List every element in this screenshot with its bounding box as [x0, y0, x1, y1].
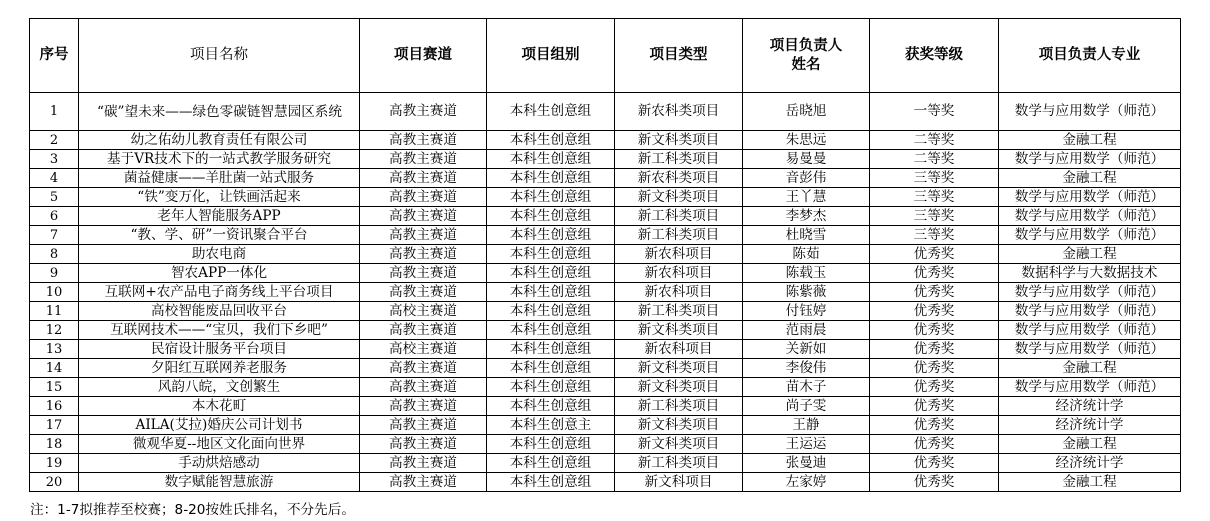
project-name-cell: 手动烘焙感动: [79, 454, 360, 473]
major-cell: 数据科学与大数据技术: [999, 264, 1181, 283]
major-cell: 数学与应用数学（师范）: [999, 283, 1181, 302]
group-cell: 本科生创意组: [487, 397, 615, 416]
project-name-cell: AILA(艾拉)婚庆公司计划书: [79, 416, 360, 435]
type-cell: 新农科项目: [615, 245, 743, 264]
track-cell: 高教主赛道: [360, 150, 487, 169]
table-row: [30, 226, 1181, 245]
table-row: [30, 93, 1181, 131]
leader-cell: 苗木子: [743, 378, 870, 397]
major-cell: 数学与应用数学（师范）: [999, 378, 1181, 397]
leader-cell: 王运运: [743, 435, 870, 454]
track-cell: 高校主赛道: [360, 340, 487, 359]
row-number-cell: 14: [30, 359, 79, 378]
row-number-cell: 7: [30, 226, 79, 245]
major-cell: 数学与应用数学（师范）: [999, 340, 1181, 359]
project-name-cell: 微观华夏--地区文化面向世界: [79, 435, 360, 454]
project-name-cell: 数字赋能智慧旅游: [79, 473, 360, 492]
header-row: [30, 19, 1181, 93]
major-cell: 金融工程: [999, 473, 1181, 492]
leader-cell: 陈载玉: [743, 264, 870, 283]
track-cell: 高教主赛道: [360, 188, 487, 207]
group-cell: 本科生创意组: [487, 207, 615, 226]
group-cell: 本科生创意组: [487, 131, 615, 150]
award-cell: 优秀奖: [870, 340, 999, 359]
project-name-cell: 智农APP一体化: [79, 264, 360, 283]
row-number-cell: 12: [30, 321, 79, 340]
group-cell: 本科生创意组: [487, 188, 615, 207]
type-cell: 新文科类项目: [615, 131, 743, 150]
track-cell: 高教主赛道: [360, 283, 487, 302]
row-number-cell: 2: [30, 131, 79, 150]
table-row: [30, 131, 1181, 150]
header-type: 项目类型: [615, 19, 743, 93]
track-cell: 高教主赛道: [360, 321, 487, 340]
type-cell: 新农科项目: [615, 264, 743, 283]
row-number-cell: 20: [30, 473, 79, 492]
project-name-cell: “教、学、研”一资讯聚合平台: [79, 226, 360, 245]
project-name-cell: 民宿设计服务平台项目: [79, 340, 360, 359]
award-cell: 三等奖: [870, 226, 999, 245]
leader-cell: 王丫慧: [743, 188, 870, 207]
type-cell: 新文科类项目: [615, 435, 743, 454]
track-cell: 高教主赛道: [360, 169, 487, 188]
group-cell: 本科生创意组: [487, 302, 615, 321]
award-cell: 三等奖: [870, 188, 999, 207]
leader-cell: 杜晓雪: [743, 226, 870, 245]
row-number-cell: 9: [30, 264, 79, 283]
track-cell: 高教主赛道: [360, 226, 487, 245]
award-cell: 优秀奖: [870, 435, 999, 454]
type-cell: 新文科类项目: [615, 359, 743, 378]
table-body: [30, 93, 1181, 492]
leader-cell: 岳晓旭: [743, 93, 870, 131]
type-cell: 新工科类项目: [615, 302, 743, 321]
group-cell: 本科生创意组: [487, 93, 615, 131]
group-cell: 本科生创意组: [487, 321, 615, 340]
leader-cell: 尚子雯: [743, 397, 870, 416]
table-row: [30, 378, 1181, 397]
row-number-cell: 11: [30, 302, 79, 321]
leader-cell: 王静: [743, 416, 870, 435]
row-number-cell: 6: [30, 207, 79, 226]
major-cell: 金融工程: [999, 131, 1181, 150]
header-track: 项目赛道: [360, 19, 487, 93]
group-cell: 本科生创意组: [487, 245, 615, 264]
type-cell: 新农科项目: [615, 283, 743, 302]
award-cell: 优秀奖: [870, 245, 999, 264]
project-name-cell: 风韵八皖，文创繁生: [79, 378, 360, 397]
group-cell: 本科生创意组: [487, 150, 615, 169]
table-row: [30, 283, 1181, 302]
type-cell: 新文科类项目: [615, 416, 743, 435]
leader-cell: 李俊伟: [743, 359, 870, 378]
award-cell: 优秀奖: [870, 283, 999, 302]
type-cell: 新文科类项目: [615, 321, 743, 340]
major-cell: 数学与应用数学（师范）: [999, 150, 1181, 169]
row-number-cell: 18: [30, 435, 79, 454]
header-no: 序号: [30, 19, 79, 93]
track-cell: 高教主赛道: [360, 454, 487, 473]
row-number-cell: 4: [30, 169, 79, 188]
table-row: [30, 245, 1181, 264]
project-name-cell: “碳”望未来——绿色零碳链智慧园区系统: [79, 93, 360, 131]
major-cell: 数学与应用数学（师范）: [999, 321, 1181, 340]
leader-cell: 付钰婷: [743, 302, 870, 321]
project-name-cell: 助农电商: [79, 245, 360, 264]
major-cell: 金融工程: [999, 245, 1181, 264]
project-name-cell: 老年人智能服务APP: [79, 207, 360, 226]
leader-cell: 易曼曼: [743, 150, 870, 169]
group-cell: 本科生创意组: [487, 378, 615, 397]
major-cell: 金融工程: [999, 359, 1181, 378]
row-number-cell: 13: [30, 340, 79, 359]
project-name-cell: 互联网+农产品电子商务线上平台项目: [79, 283, 360, 302]
award-cell: 优秀奖: [870, 321, 999, 340]
row-number-cell: 10: [30, 283, 79, 302]
type-cell: 新文科类项目: [615, 188, 743, 207]
project-name-cell: 菌益健康——羊肚菌一站式服务: [79, 169, 360, 188]
table-row: [30, 473, 1181, 492]
footnote: 注：1-7拟推荐至校赛；8-20按姓氏排名，不分先后。: [30, 502, 355, 518]
award-cell: 优秀奖: [870, 264, 999, 283]
project-name-cell: 基于VR技术下的一站式教学服务研究: [79, 150, 360, 169]
award-cell: 优秀奖: [870, 359, 999, 378]
leader-cell: 张曼迪: [743, 454, 870, 473]
track-cell: 高教主赛道: [360, 207, 487, 226]
table-row: [30, 207, 1181, 226]
table-row: [30, 302, 1181, 321]
group-cell: 本科生创意组: [487, 264, 615, 283]
header-award: 获奖等级: [870, 19, 999, 93]
type-cell: 新工科类项目: [615, 226, 743, 245]
leader-cell: 朱思远: [743, 131, 870, 150]
project-name-cell: 幼之佑幼儿教育责任有限公司: [79, 131, 360, 150]
table-row: [30, 397, 1181, 416]
group-cell: 本科生创意组: [487, 340, 615, 359]
track-cell: 高教主赛道: [360, 264, 487, 283]
table-row: [30, 321, 1181, 340]
track-cell: 高教主赛道: [360, 131, 487, 150]
leader-cell: 音彭伟: [743, 169, 870, 188]
type-cell: 新文科类项目: [615, 378, 743, 397]
project-name-cell: 本木花町: [79, 397, 360, 416]
row-number-cell: 17: [30, 416, 79, 435]
track-cell: 高教主赛道: [360, 416, 487, 435]
type-cell: 新工科类项目: [615, 397, 743, 416]
award-cell: 优秀奖: [870, 416, 999, 435]
track-cell: 高教主赛道: [360, 245, 487, 264]
row-number-cell: 16: [30, 397, 79, 416]
award-cell: 优秀奖: [870, 302, 999, 321]
track-cell: 高校主赛道: [360, 302, 487, 321]
track-cell: 高教主赛道: [360, 378, 487, 397]
leader-cell: 陈茹: [743, 245, 870, 264]
award-cell: 一等奖: [870, 93, 999, 131]
major-cell: 数学与应用数学（师范）: [999, 93, 1181, 131]
type-cell: 新工科类项目: [615, 207, 743, 226]
leader-cell: 左家婷: [743, 473, 870, 492]
major-cell: 数学与应用数学（师范）: [999, 207, 1181, 226]
table-row: [30, 340, 1181, 359]
header-group: 项目组别: [487, 19, 615, 93]
track-cell: 高教主赛道: [360, 435, 487, 454]
table-row: [30, 169, 1181, 188]
row-number-cell: 8: [30, 245, 79, 264]
header-major: 项目负责人专业: [999, 19, 1181, 93]
group-cell: 本科生创意组: [487, 454, 615, 473]
award-cell: 二等奖: [870, 131, 999, 150]
major-cell: 经济统计学: [999, 416, 1181, 435]
header-project-name: 项目名称: [79, 19, 360, 93]
award-cell: 优秀奖: [870, 454, 999, 473]
header-leader-text: 项目负责人姓名: [769, 37, 843, 73]
major-cell: 金融工程: [999, 435, 1181, 454]
project-name-cell: “铁”变万化，让铁画活起来: [79, 188, 360, 207]
track-cell: 高教主赛道: [360, 397, 487, 416]
award-cell: 优秀奖: [870, 473, 999, 492]
award-cell: 三等奖: [870, 207, 999, 226]
project-name-cell: 高校智能废品回收平台: [79, 302, 360, 321]
group-cell: 本科生创意主: [487, 416, 615, 435]
track-cell: 高教主赛道: [360, 359, 487, 378]
leader-cell: 范雨晨: [743, 321, 870, 340]
type-cell: 新文科项目: [615, 473, 743, 492]
major-cell: 经济统计学: [999, 397, 1181, 416]
project-name-cell: 互联网技术——“宝贝，我们下乡吧”: [79, 321, 360, 340]
table-row: [30, 150, 1181, 169]
group-cell: 本科生创意组: [487, 473, 615, 492]
table-row: [30, 435, 1181, 454]
row-number-cell: 15: [30, 378, 79, 397]
group-cell: 本科生创意组: [487, 283, 615, 302]
track-cell: 高教主赛道: [360, 93, 487, 131]
row-number-cell: 3: [30, 150, 79, 169]
table-row: [30, 454, 1181, 473]
major-cell: 金融工程: [999, 169, 1181, 188]
leader-cell: 陈紫薇: [743, 283, 870, 302]
major-cell: 经济统计学: [999, 454, 1181, 473]
leader-cell: 关新如: [743, 340, 870, 359]
group-cell: 本科生创意组: [487, 169, 615, 188]
major-cell: 数学与应用数学（师范）: [999, 188, 1181, 207]
row-number-cell: 19: [30, 454, 79, 473]
type-cell: 新工科类项目: [615, 454, 743, 473]
major-cell: 数学与应用数学（师范）: [999, 302, 1181, 321]
type-cell: 新农科类项目: [615, 169, 743, 188]
track-cell: 高教主赛道: [360, 473, 487, 492]
header-leader: [743, 19, 870, 93]
leader-cell: 李梦杰: [743, 207, 870, 226]
table-row: [30, 188, 1181, 207]
award-cell: 二等奖: [870, 150, 999, 169]
major-cell: 数学与应用数学（师范）: [999, 226, 1181, 245]
award-cell: 优秀奖: [870, 397, 999, 416]
type-cell: 新农科类项目: [615, 93, 743, 131]
group-cell: 本科生创意组: [487, 359, 615, 378]
award-cell: 三等奖: [870, 169, 999, 188]
award-cell: 优秀奖: [870, 378, 999, 397]
row-number-cell: 1: [30, 93, 79, 131]
type-cell: 新工科类项目: [615, 150, 743, 169]
table-row: [30, 359, 1181, 378]
table-row: [30, 416, 1181, 435]
row-number-cell: 5: [30, 188, 79, 207]
group-cell: 本科生创意组: [487, 435, 615, 454]
project-name-cell: 夕阳红互联网养老服务: [79, 359, 360, 378]
table-row: [30, 264, 1181, 283]
group-cell: 本科生创意组: [487, 226, 615, 245]
type-cell: 新农科项目: [615, 340, 743, 359]
results-table: [29, 18, 1181, 492]
